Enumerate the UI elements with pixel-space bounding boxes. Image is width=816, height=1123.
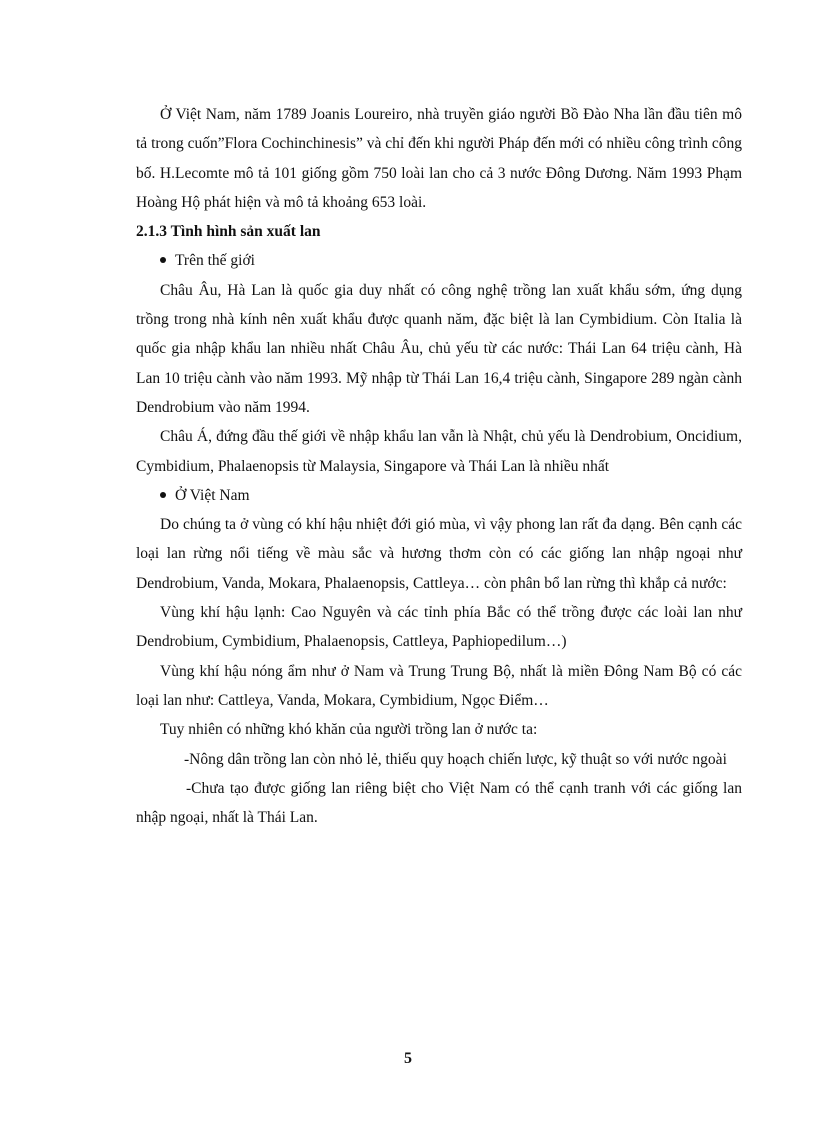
bullet-vietnam <box>136 481 742 510</box>
paragraph-asia: Châu Á, đứng đầu thế giới về nhập khẩu lan vẫn là Nhật, chủ yếu là Dendrobium, Oncidium, Cymbidium, Phalaenopsis từ Malaysia, Singapore và Thái Lan là nhiều nhất <box>136 428 742 475</box>
document-body <box>136 100 742 832</box>
section-heading: 2.1.3 Tình hình sản xuất lan <box>136 223 321 241</box>
page-number: 5 <box>404 1050 412 1067</box>
paragraph-history: Ở Việt Nam, năm 1789 Joanis Loureiro, nhà truyền giáo người Bồ Đào Nha lần đầu tiên mô tả trong cuốn”Flora Cochinchinesis” và chỉ đến khi người Pháp đến mới có nhiều công trình công bố. H.Lecomte mô tả 101 giống gồm 750 loài lan cho cả 3 nước Đông Dương. Năm 1993 Phạm Hoàng Hộ phát hiện và mô tả khoảng 653 loài. <box>136 106 742 211</box>
bullet-vietnam-label: Ở Việt Nam <box>175 486 250 504</box>
paragraph-cold-region: Vùng khí hậu lạnh: Cao Nguyên và các tỉnh phía Bắc có thể trồng được các loài lan như Dendrobium, Cymbidium, Phalaenopsis, Cattleya, Paphiopedilum…) <box>136 604 742 651</box>
bullet-icon <box>160 257 166 263</box>
bullet-world <box>136 246 742 275</box>
paragraph-climate: Do chúng ta ở vùng có khí hậu nhiệt đới gió mùa, vì vậy phong lan rất đa dạng. Bên cạnh các loại lan rừng nổi tiếng về màu sắc và hương thơm còn có các giống lan nhập ngoại như Dendrobium, Vanda, Mokara, Phalaenopsis, Cattleya… còn phân bổ lan rừng thì khắp cả nước: <box>136 516 742 592</box>
bullet-world-label: Trên thế giới <box>175 252 255 270</box>
paragraph-difficulties: Tuy nhiên có những khó khăn của người trồng lan ở nước ta: <box>160 721 538 739</box>
paragraph-difficulty-2: -Chưa tạo được giống lan riêng biệt cho Việt Nam có thể cạnh tranh với các giống lan nhập ngoại, nhất là Thái Lan. <box>136 779 742 827</box>
bullet-icon <box>160 492 166 498</box>
paragraph-europe: Châu Âu, Hà Lan là quốc gia duy nhất có công nghệ trồng lan xuất khẩu sớm, ứng dụng trồng trong nhà kính nên xuất khẩu được quanh năm, đặc biệt là lan Cymbidium. Còn Italia là quốc gia nhập khẩu lan nhiều nhất Châu Âu, chủ yếu từ các nước: Thái Lan 64 triệu cành, Hà Lan 10 triệu cành vào năm 1993. Mỹ nhập từ Thái Lan 16,4 triệu cành, Singapore 289 ngàn cành Dendrobium vào năm 1994. <box>136 281 742 416</box>
paragraph-difficulty-1: -Nông dân trồng lan còn nhỏ lẻ, thiếu quy hoạch chiến lược, kỹ thuật so với nước ngoài <box>184 750 727 768</box>
paragraph-hot-region: Vùng khí hậu nóng ẩm như ở Nam và Trung Trung Bộ, nhất là miền Đông Nam Bộ có các loại lan như: Cattleya, Vanda, Mokara, Cymbidium, Ngọc Điểm… <box>136 662 742 709</box>
